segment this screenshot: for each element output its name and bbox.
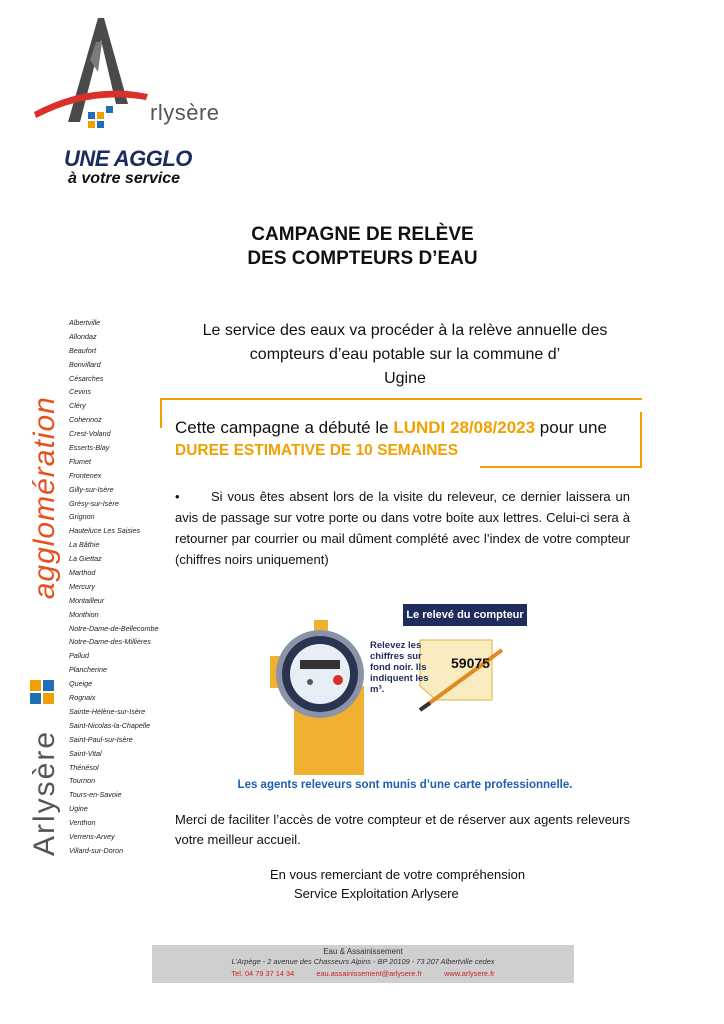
footer-website-link[interactable]: www.arlysere.fr [444, 969, 495, 978]
commune-item: Saint-Vital [69, 748, 102, 758]
absence-notice [175, 486, 630, 570]
intro-commune: Ugine [384, 370, 426, 387]
commune-item: Gilly-sur-Isère [69, 484, 114, 494]
commune-item: Cléry [69, 401, 86, 411]
illustration-value: 59075 [451, 655, 490, 671]
commune-item: Crest-Voland [69, 429, 111, 439]
commune-item: Montailleur [69, 595, 105, 605]
commune-item: Notre-Dame-des-Millières [69, 637, 151, 647]
commune-item: Plancherine [69, 665, 107, 675]
intro-line2: compteurs d’eau potable sur la commune d’ [249, 346, 561, 363]
arlysere-logo [30, 12, 230, 187]
commune-item: Queige [69, 679, 93, 689]
campaign-date: LUNDI 28/08/2023 [393, 418, 536, 437]
absence-notice-text: Si vous êtes absent lors de la visite du releveur, ce dernier laissera un avis de passage sur votre porte ou dans votre boite aux lettres. Celui-ci sera à retourner par courrier ou mail dûment complété avec l’index de votre compteur (chiffres noirs uniquement) [175, 489, 630, 567]
commune-item: Sainte-Hélène-sur-Isère [69, 706, 146, 716]
meter-illustration [270, 600, 540, 775]
brand-squares-icon [30, 678, 62, 704]
campaign-start [175, 418, 607, 438]
commune-item: Villard-sur-Doron [69, 845, 124, 855]
vertical-word-agglomeration: agglomération [28, 396, 61, 600]
commune-item: Tournon [69, 776, 96, 786]
page-title-line2: DES COMPTEURS D’EAU [247, 248, 478, 269]
campaign-text-after: pour une [535, 418, 607, 437]
commune-item: Saint-Nicolas-la-Chapelle [69, 720, 151, 730]
footer-department: Eau & Assainissement [323, 947, 403, 956]
illustration-note: Relevez les chiffres sur fond noir. Ils indiquent les m³. [370, 640, 429, 695]
merci-text: Merci de faciliter l’accès de votre compteur et de réserver aux agents releveurs votre meilleur accueil. [175, 812, 630, 847]
bullet: • [175, 489, 180, 504]
commune-item: Hauteluce Les Saisies [69, 526, 141, 536]
commune-item: Thénésol [69, 762, 99, 772]
brand-name: rlysère [150, 100, 220, 125]
commune-item: Cohennoz [69, 415, 102, 425]
commune-item: Flumet [69, 456, 91, 466]
campaign-duration: DUREE ESTIMATIVE DE 10 SEMAINES [175, 442, 459, 459]
commune-item: Beaufort [69, 345, 97, 355]
brand-tagline-2: à votre service [68, 170, 181, 187]
footer-address: L’Arpège - 2 avenue des Chasseurs Alpins - BP 20109 - 73 207 Albertville cedex [231, 957, 495, 966]
sidebar-vertical-title [30, 316, 60, 856]
campaign-text-before: Cette campagne a débuté le [175, 418, 394, 437]
commune-item: Verrens-Arvey [69, 831, 115, 841]
campaign-box [160, 398, 642, 468]
intro-line1: Le service des eaux va procéder à la relève annuelle des [202, 322, 608, 339]
footer-contacts [152, 969, 574, 978]
commune-item: Allondaz [69, 331, 97, 341]
commune-item: Pallud [69, 651, 89, 661]
illustration-header: Le relevé du compteur [403, 604, 527, 626]
signature: Service Exploitation Arlysere [294, 886, 459, 901]
commune-item: Grignon [69, 512, 95, 522]
commune-item: Saint-Paul-sur-Isère [69, 734, 133, 744]
commune-item: Frontenex [69, 470, 102, 480]
commune-item: Albertville [69, 318, 101, 327]
commune-item: Grésy-sur-Isère [69, 498, 119, 508]
commune-item: Tours-en-Savoie [69, 790, 122, 800]
agents-notice: Les agents releveurs sont munis d’une carte professionnelle. [237, 779, 573, 791]
commune-item: Césarches [69, 373, 104, 383]
commune-item: Mercury [69, 581, 95, 591]
commune-item: Monthion [69, 609, 99, 619]
thanks-text: En vous remerciant de votre compréhension [270, 867, 526, 882]
commune-item: Rognaix [69, 693, 96, 703]
commune-item: Notre-Dame-de-Bellecombe [69, 623, 159, 633]
commune-item: Venthon [69, 818, 96, 828]
commune-item: Esserts-Blay [69, 443, 110, 453]
page-title-line1: CAMPAGNE DE RELÈVE [251, 224, 474, 245]
vertical-word-arlysere: Arlysère [28, 729, 61, 856]
commune-item: Ugine [69, 804, 88, 814]
brand-tagline-1: UNE AGGLO [64, 146, 192, 171]
commune-item: La Giettaz [69, 554, 102, 564]
commune-item: Cevins [69, 387, 91, 397]
commune-item: Bonvillard [69, 359, 101, 369]
footer-email-link[interactable]: eau.assainissement@arlysere.fr [316, 969, 423, 978]
footer-phone: Tel. 04 79 37 14 34 [231, 969, 295, 978]
commune-item: Marthod [69, 568, 96, 578]
footer [152, 945, 574, 983]
commune-item: La Bâthie [69, 540, 100, 550]
